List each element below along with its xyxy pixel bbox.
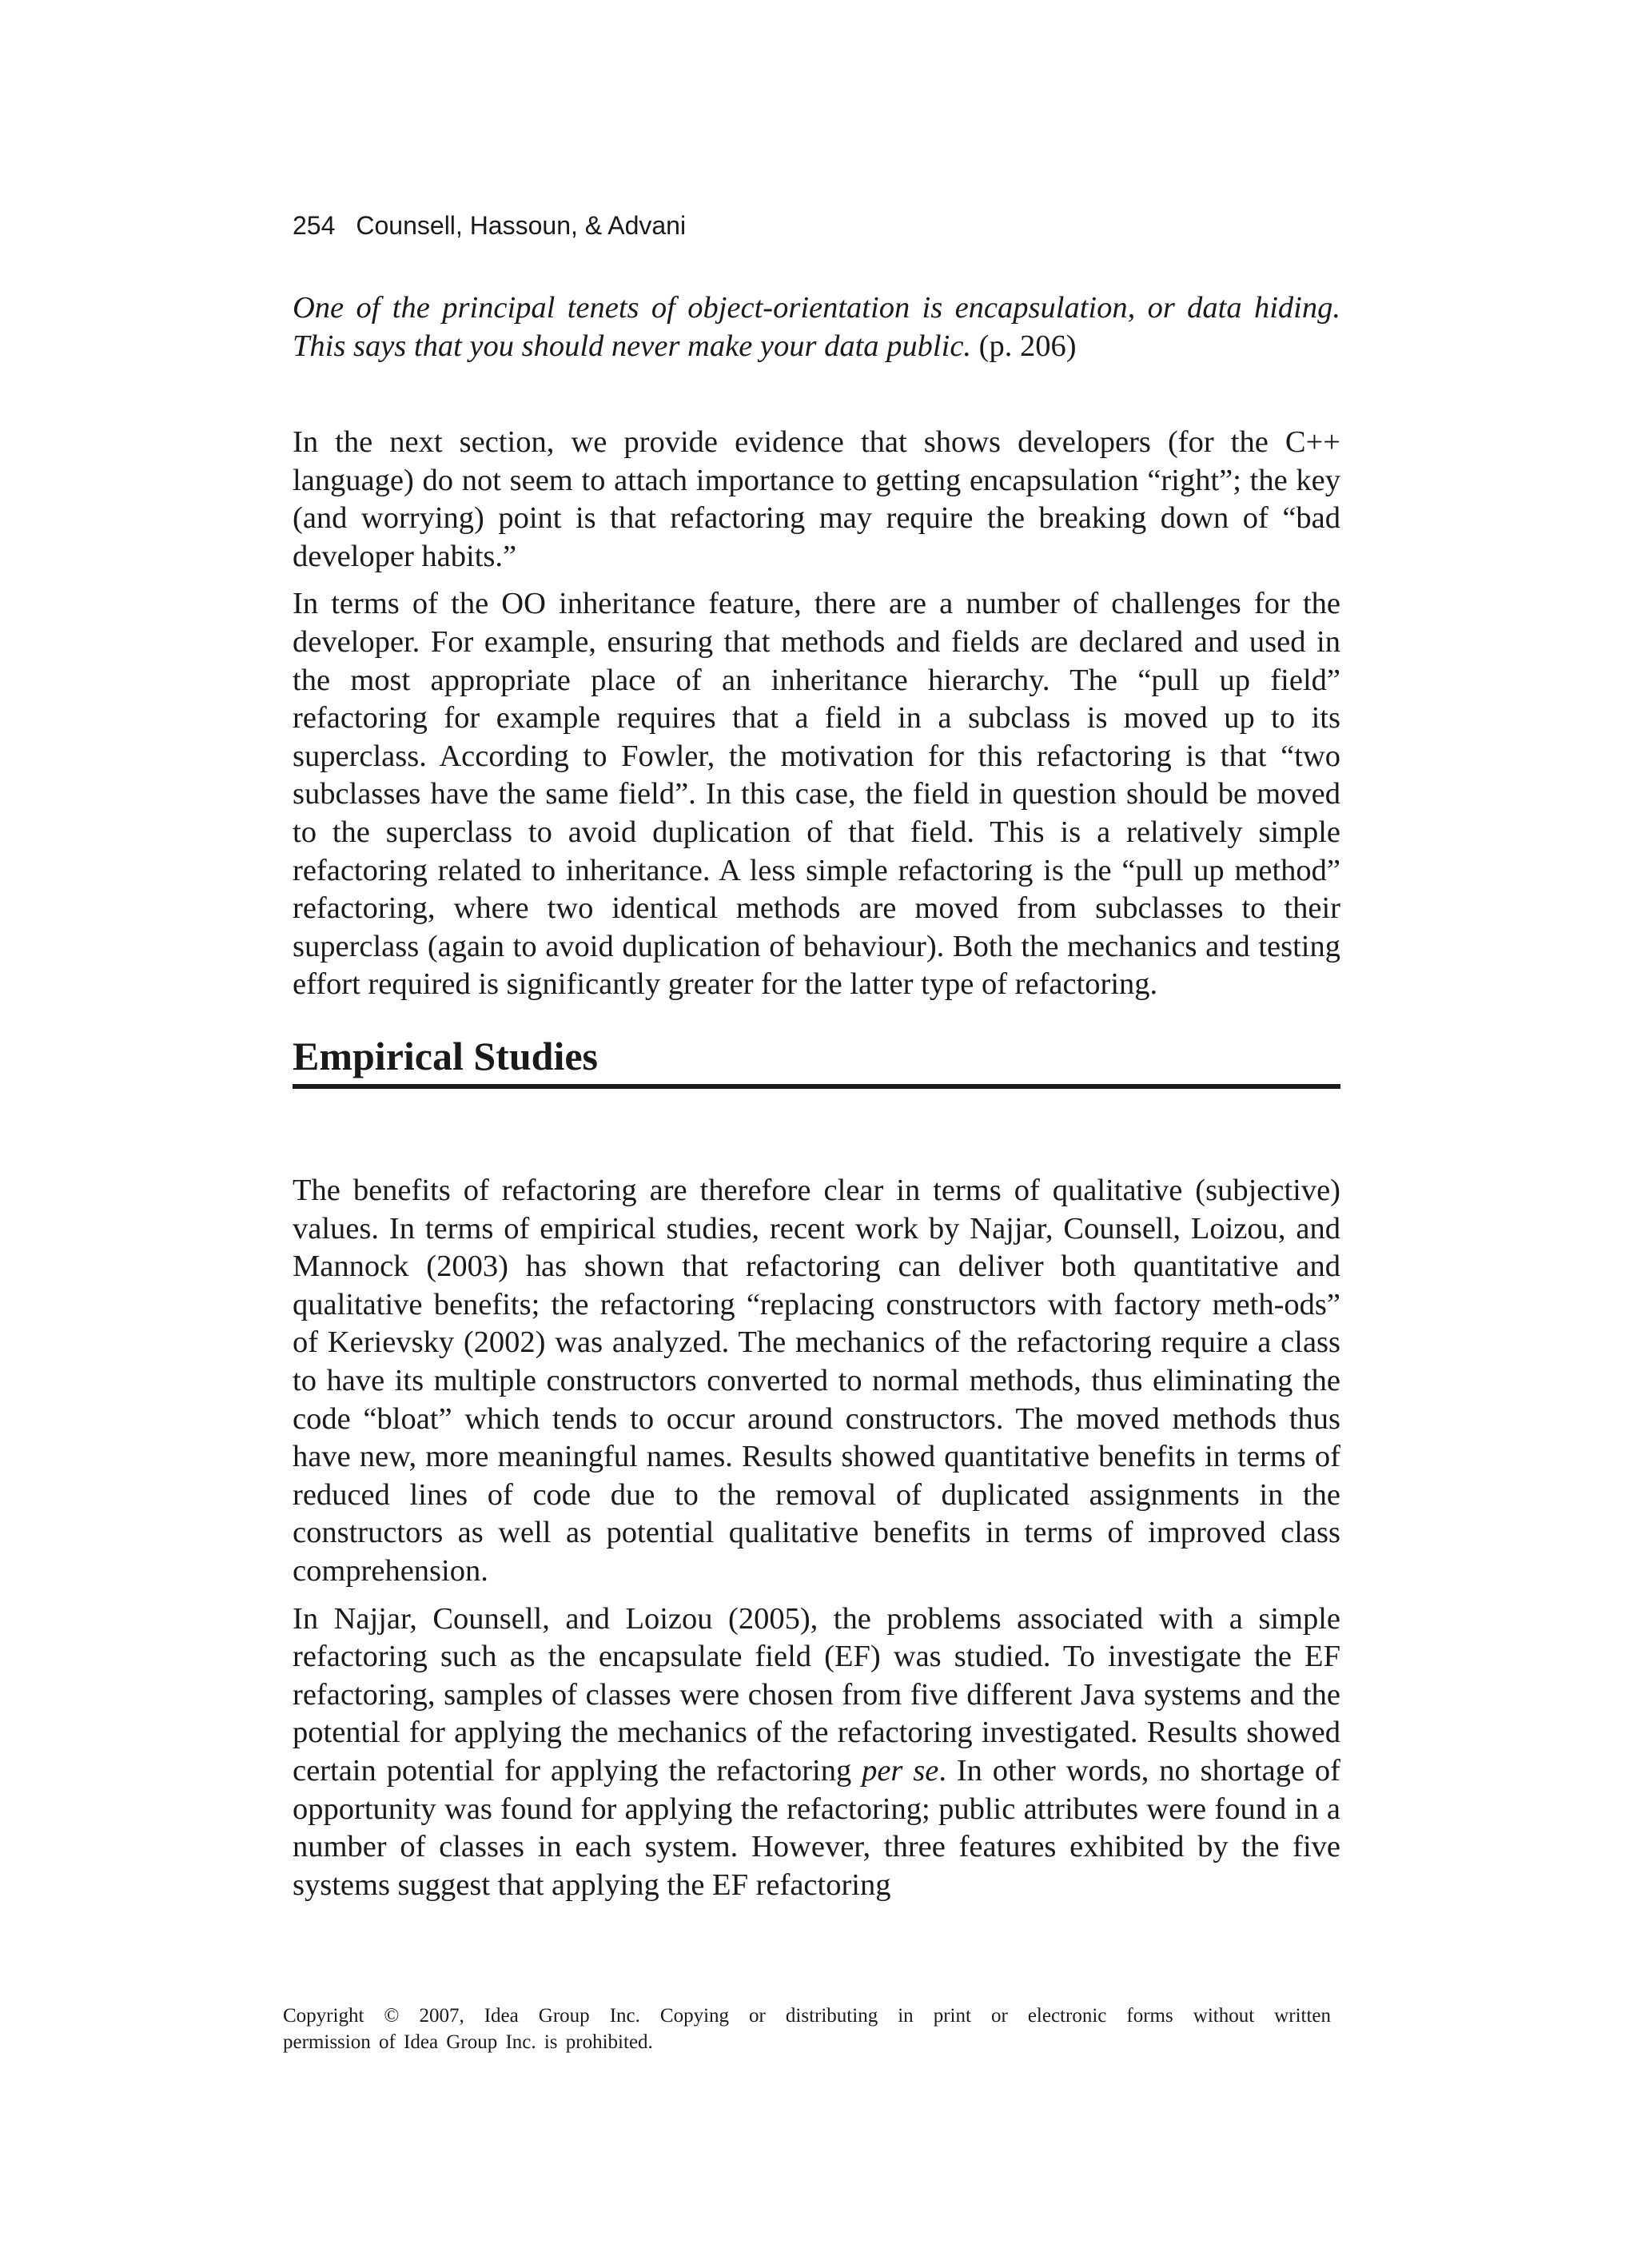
- copyright-notice: [283, 2003, 1331, 2055]
- paragraph: [293, 1600, 1340, 1905]
- intro-text: [293, 424, 1340, 1014]
- emphasis-text: per se: [862, 1753, 939, 1788]
- header-authors: Counsell, Hassoun, & Advani: [356, 211, 687, 240]
- empirical-studies-text: [293, 1172, 1340, 1914]
- block-quote: [293, 289, 1340, 365]
- paragraph-text: In Najjar, Counsell, and Loizou (2005), the problems associated with a simple refactoring such as the encapsulate field (EF) was studied. To investigate the EF refactoring, samples of classes were chosen from five different Java systems and the potential for applying the mechanics of the refactoring investigated. Results showed certain potential for applying the refactoring: [293, 1601, 1340, 1788]
- copyright-line: Copyright © 2007, Idea Group Inc. Copying or distributing in print or electronic forms without written: [283, 2005, 1331, 2027]
- paragraph: The benefits of refactoring are therefore clear in terms of qualitative (subjective) values. In terms of empirical studies, recent work by Najjar, Counsell, Loizou, and Mannock (2003) has shown that refactoring can deliver both quantitative and qualitative benefits; the refactoring “replacing constructors with factory meth-ods” of Kerievsky (2002) was analyzed. The mechanics of the refactoring require a class to have its multiple constructors converted to normal methods, thus eliminating the code “bloat” which tends to occur around constructors. The moved methods thus have new, more meaningful names. Results showed quantitative benefits in terms of reduced lines of code due to the removal of duplicated assignments in the constructors as well as potential qualitative benefits in terms of improved class comprehension.: [293, 1174, 1340, 1588]
- quote-text: One of the principal tenets of object-orientation is encapsulation, or data hiding. This says that you should never make your data public.: [293, 291, 1340, 363]
- paragraph: In terms of the OO inheritance feature, there are a number of challenges for the developer. For example, ensuring that methods and fields are declared and used in the most appropriate place of an inheritance hierarchy. The “pull up field” refactoring for example requires that a field in a subclass is moved up to its superclass. According to Fowler, the motivation for this refactoring is that “two subclasses have the same field”. In this case, the field in question should be moved to the superclass to avoid duplication of that field. This is a relatively simple refactoring related to inheritance. A less simple refactoring is the “pull up method” refactoring, where two identical methods are moved from subclasses to their superclass (again to avoid duplication of behaviour). Both the mechanics and testing effort required is significantly greater for the latter type of refactoring.: [293, 587, 1340, 1002]
- paragraph: In the next section, we provide evidence that shows developers (for the C++ language) do not seem to attach importance to getting encapsulation “right”; the key (and worrying) point is that refactoring may require the breaking down of “bad developer habits.”: [293, 425, 1340, 573]
- page-number: 254: [293, 211, 336, 240]
- paragraph-text: . In other words, no shortage of opportunity was found for applying the refactoring; public attributes were found in a number of classes in each system. However, three features exhibited by the five systems suggest that applying the EF refactoring: [293, 1753, 1340, 1902]
- running-header: [293, 209, 686, 241]
- copyright-line: permission of Idea Group Inc. is prohibited.: [283, 2031, 653, 2053]
- quote-citation: (p. 206): [971, 329, 1077, 363]
- section-heading: Empirical Studies: [293, 1031, 1340, 1089]
